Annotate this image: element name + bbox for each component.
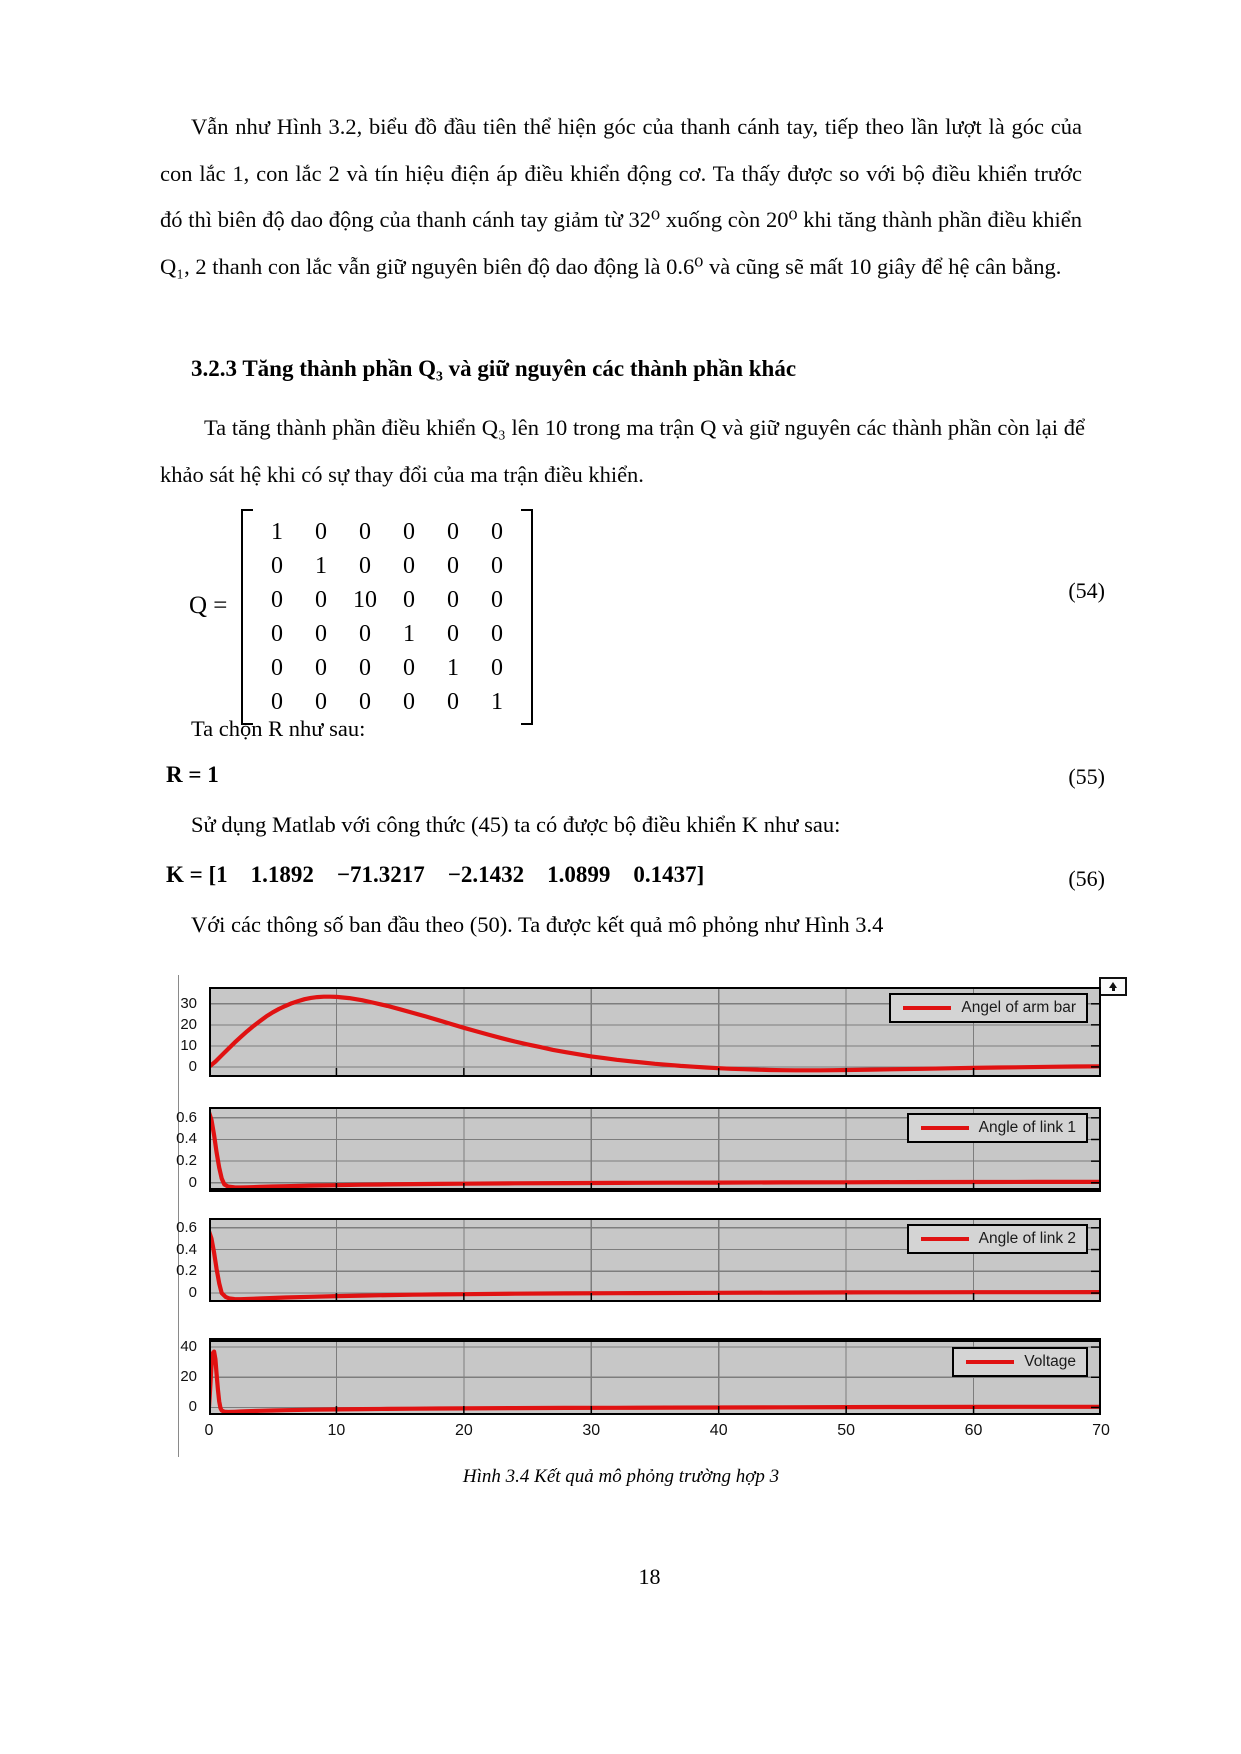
legend-line-sample bbox=[921, 1126, 969, 1130]
y-tick-label: 0.4 bbox=[176, 1130, 197, 1148]
matrix-cell: 0 bbox=[359, 689, 371, 715]
y-tick-label: 40 bbox=[180, 1338, 197, 1356]
y-tick-label: 0 bbox=[188, 1284, 197, 1302]
chart-angle-arm-bar bbox=[179, 987, 1131, 1077]
x-tick-label: 70 bbox=[1092, 1422, 1110, 1439]
matrix-cell: 1 bbox=[315, 553, 327, 579]
x-tick-label: 30 bbox=[582, 1422, 601, 1439]
y-tick-label: 10 bbox=[180, 1036, 197, 1054]
matrix-cell: 1 bbox=[403, 621, 415, 647]
figure-caption: Hình 3.4 Kết quả mô phỏng trường hợp 3 bbox=[462, 1466, 780, 1487]
y-axis-labels bbox=[161, 1338, 203, 1415]
chart-angle-link-2 bbox=[176, 1218, 1131, 1302]
y-axis-labels bbox=[161, 987, 203, 1077]
q-equation-lhs: Q = bbox=[189, 592, 228, 619]
matrix-cell: 0 bbox=[271, 621, 283, 647]
legend-label: Angle of link 1 bbox=[978, 1119, 1076, 1136]
matrix-cell: 0 bbox=[359, 519, 371, 545]
y-tick-label: 0 bbox=[188, 1057, 197, 1075]
matrix-cell: 0 bbox=[315, 519, 327, 545]
matrix-cell: 0 bbox=[315, 689, 327, 715]
matrix-cell: 0 bbox=[491, 553, 503, 579]
matrix-cell: 0 bbox=[359, 621, 371, 647]
figure-simulation-results bbox=[178, 975, 1131, 1457]
matrix-cell: 0 bbox=[271, 553, 283, 579]
x-tick-label: 50 bbox=[837, 1422, 856, 1439]
legend-line-sample bbox=[903, 1006, 951, 1010]
matrix-cell: 0 bbox=[491, 587, 503, 613]
y-tick-label: 0.2 bbox=[176, 1262, 197, 1280]
x-tick-label: 60 bbox=[964, 1422, 983, 1439]
figure-intro-text: Với các thông số ban đầu theo (50). Ta được kết quả mô phỏng như Hình 3.4 bbox=[191, 912, 884, 937]
equation-number-54: (54) bbox=[1068, 578, 1105, 603]
y-tick-label: 20 bbox=[180, 1368, 197, 1386]
matrix-cell: 0 bbox=[403, 655, 415, 681]
chart-voltage bbox=[179, 1338, 1131, 1415]
matrix-cell: 0 bbox=[403, 519, 415, 545]
matrix-cell: 10 bbox=[353, 587, 377, 613]
legend-voltage bbox=[952, 1347, 1088, 1377]
matrix-cell: 0 bbox=[315, 621, 327, 647]
matrix-cell: 0 bbox=[271, 689, 283, 715]
y-tick-label: 0.4 bbox=[176, 1240, 197, 1258]
y-tick-label: 0 bbox=[188, 1398, 197, 1416]
r-intro-text: Ta chọn R như sau: bbox=[191, 716, 366, 741]
r-equation: R = 1 bbox=[166, 762, 219, 787]
y-axis-labels bbox=[161, 1107, 203, 1192]
matrix-cell: 1 bbox=[491, 689, 503, 715]
matrix-cell: 0 bbox=[315, 587, 327, 613]
y-axis-labels bbox=[161, 1218, 203, 1302]
matrix-cell: 0 bbox=[271, 655, 283, 681]
y-tick-label: 0.2 bbox=[176, 1152, 197, 1170]
x-axis-labels bbox=[204, 1422, 1110, 1448]
k-equation: K = [1 1.1892 −71.3217 −2.1432 1.0899 0.1437] bbox=[166, 862, 705, 887]
matrix-cell: 1 bbox=[447, 655, 459, 681]
matrix-cell: 0 bbox=[315, 655, 327, 681]
matrix-cell: 0 bbox=[447, 519, 459, 545]
paragraph-1: Vẫn như Hình 3.2, biểu đồ đầu tiên thể hiện góc của thanh cánh tay, tiếp theo lần lượt là góc của con lắc 1, con lắc 2 và tín hiệu điện áp điều khiển động cơ. Ta thấy được so với bộ điều khiển trước đó thì biên độ dao động của thanh cánh tay giảm từ 32⁰ xuống còn 20⁰ khi tăng thành phần điều khiển Q₁, 2 thanh con lắc vẫn giữ nguyên biên độ dao động là 0.6⁰ và cũng sẽ mất 10 giây để hệ cân bằng. bbox=[160, 114, 1082, 279]
legend-label: Angel of arm bar bbox=[961, 999, 1076, 1016]
y-tick-label: 0 bbox=[188, 1173, 197, 1191]
chart-angle-link-1 bbox=[176, 1107, 1131, 1192]
y-tick-label: 20 bbox=[180, 1015, 197, 1033]
matrix-cell: 0 bbox=[491, 519, 503, 545]
y-tick-label: 30 bbox=[180, 994, 197, 1012]
matrix-cell: 0 bbox=[403, 689, 415, 715]
matrix-cell: 0 bbox=[403, 587, 415, 613]
legend-label: Angle of link 2 bbox=[978, 1230, 1076, 1247]
legend-label: Voltage bbox=[1024, 1353, 1076, 1370]
matrix-cell: 0 bbox=[271, 587, 283, 613]
equation-number-55: (55) bbox=[1068, 764, 1105, 789]
matrix-cell: 0 bbox=[447, 553, 459, 579]
legend-link-2 bbox=[907, 1224, 1088, 1254]
y-tick-label: 0.6 bbox=[176, 1108, 197, 1126]
matrix-cell: 0 bbox=[491, 621, 503, 647]
matrix-cell: 0 bbox=[447, 689, 459, 715]
x-tick-label: 40 bbox=[709, 1422, 728, 1439]
legend-arm-bar bbox=[889, 993, 1088, 1023]
legend-line-sample bbox=[966, 1360, 1014, 1364]
k-intro-text: Sử dụng Matlab với công thức (45) ta có được bộ điều khiển K như sau: bbox=[191, 812, 841, 837]
legend-link-1 bbox=[907, 1113, 1088, 1143]
x-tick-label: 20 bbox=[454, 1422, 473, 1439]
equation-number-56: (56) bbox=[1068, 866, 1105, 891]
matrix-cell: 0 bbox=[447, 587, 459, 613]
section-heading: 3.2.3 Tăng thành phần Q₃ và giữ nguyên các thành phần khác bbox=[191, 356, 797, 381]
y-tick-label: 0.6 bbox=[176, 1218, 197, 1236]
matrix-cell: 0 bbox=[359, 553, 371, 579]
matrix-cell: 0 bbox=[491, 655, 503, 681]
legend-line-sample bbox=[921, 1237, 969, 1241]
x-tick-label: 10 bbox=[327, 1422, 346, 1439]
matrix-cell: 0 bbox=[447, 621, 459, 647]
page-number: 18 bbox=[638, 1564, 661, 1589]
paragraph-2: Ta tăng thành phần điều khiển Q₃ lên 10 trong ma trận Q và giữ nguyên các thành phần còn lại để khảo sát hệ khi có sự thay đổi của ma trận điều khiển. bbox=[160, 415, 1085, 487]
matrix-cell: 1 bbox=[271, 519, 283, 545]
matrix-cell: 0 bbox=[403, 553, 415, 579]
matrix-cell: 0 bbox=[359, 655, 371, 681]
q-matrix bbox=[241, 509, 533, 725]
x-tick-label: 0 bbox=[204, 1422, 214, 1439]
